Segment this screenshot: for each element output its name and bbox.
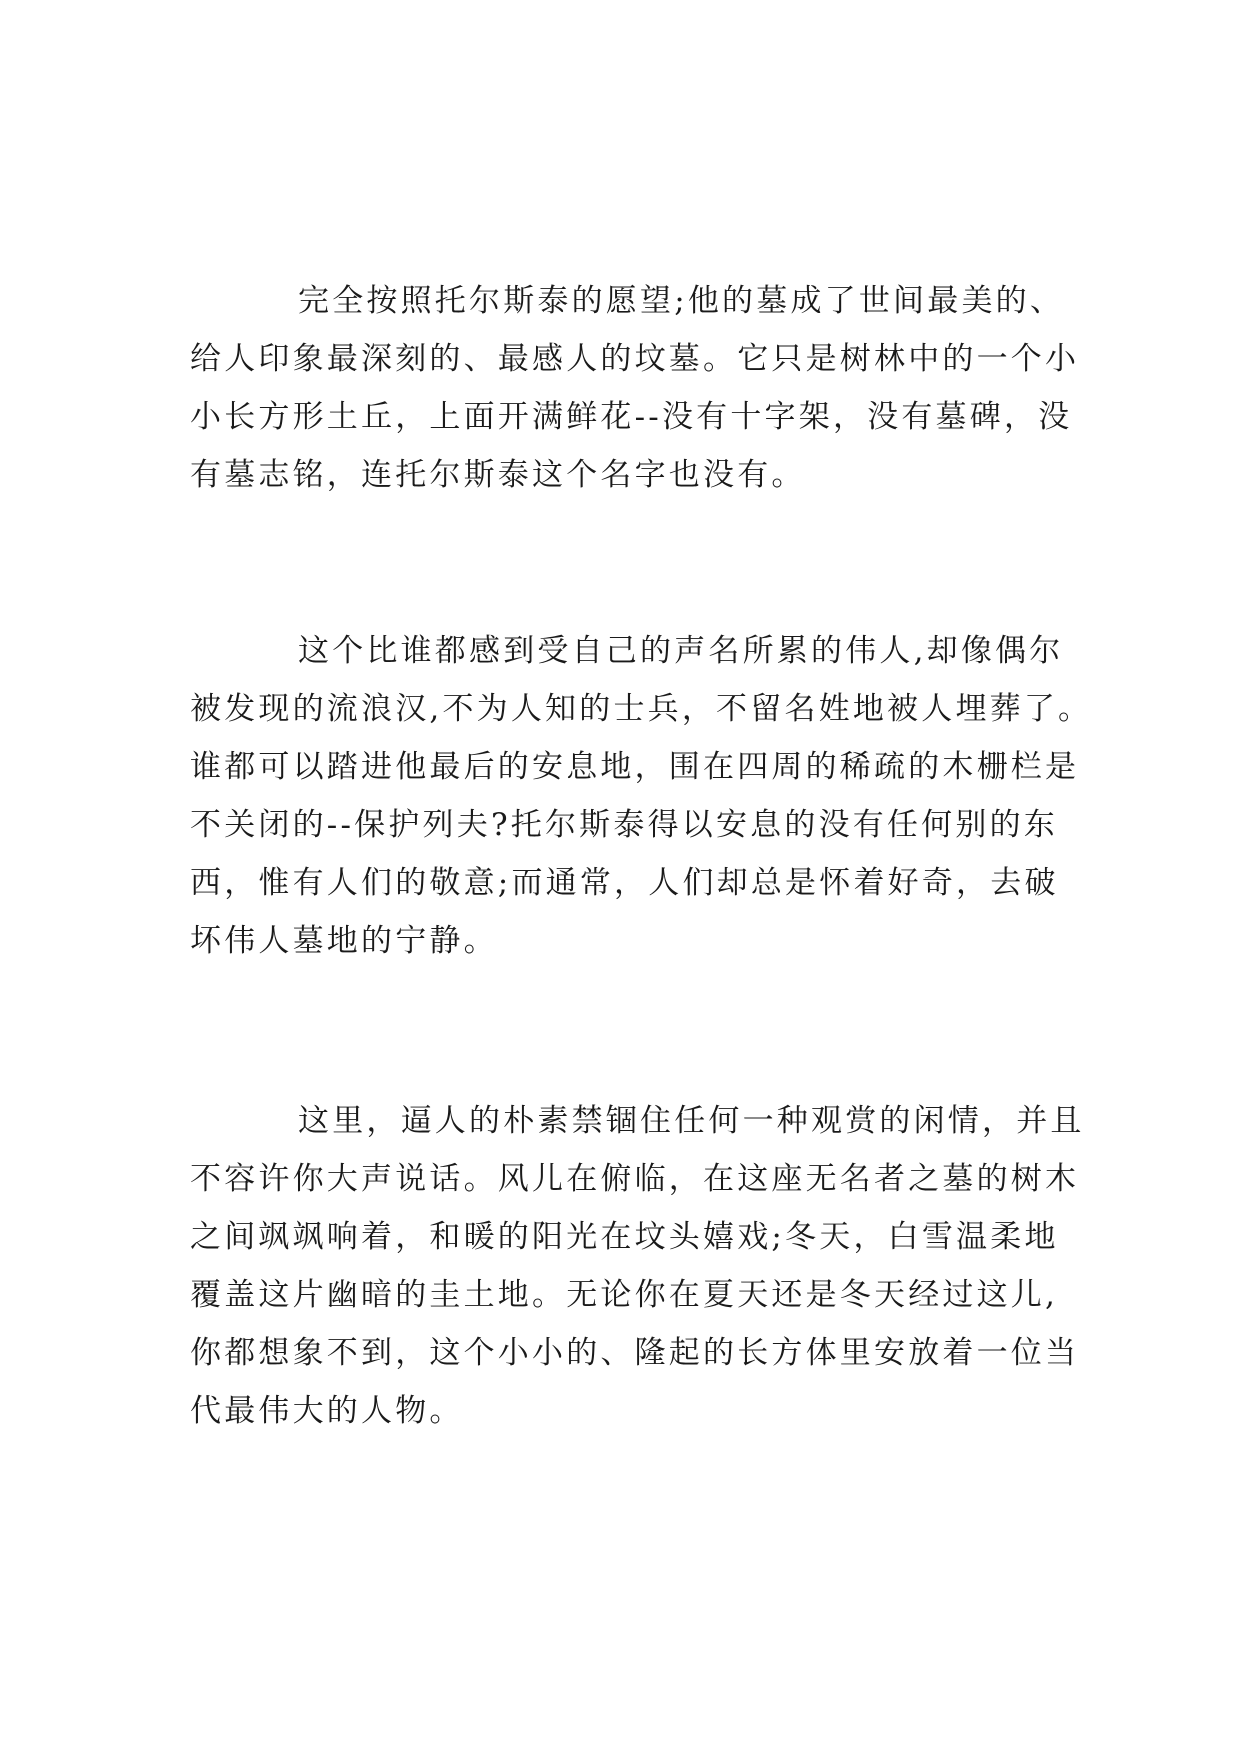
- paragraph-line: 小长方形土丘，上面开满鲜花--没有十字架，没有墓碑，没: [190, 399, 1073, 435]
- paragraph-line: 有墓志铭，连托尔斯泰这个名字也没有。: [190, 457, 806, 493]
- paragraph-line: 这里，逼人的朴素禁锢住任何一种观赏的闲情，并且: [298, 1103, 1085, 1139]
- paragraph-line: 你都想象不到，这个小小的、隆起的长方体里安放着一位当: [190, 1335, 1080, 1371]
- paragraph-line: 完全按照托尔斯泰的愿望;他的墓成了世间最美的、: [298, 283, 1065, 319]
- paragraph-line: 代最伟大的人物。: [190, 1393, 464, 1429]
- paragraph-line: 被发现的流浪汉,不为人知的士兵，不留名姓地被人埋葬了。: [190, 691, 1093, 727]
- paragraph-line: 谁都可以踏进他最后的安息地，围在四周的稀疏的木栅栏是: [190, 749, 1080, 785]
- paragraph-line: 这个比谁都感到受自己的声名所累的伟人,却像偶尔: [298, 633, 1064, 669]
- paragraph-3: [190, 1092, 1085, 1440]
- paragraph-line: 西，惟有人们的敬意;而通常，人们却总是怀着好奇，去破: [190, 865, 1059, 901]
- paragraph-line: 不关闭的--保护列夫?托尔斯泰得以安息的没有任何别的东: [190, 807, 1058, 843]
- paragraph-2: [190, 622, 1093, 970]
- paragraph-line: 覆盖这片幽暗的圭土地。无论你在夏天还是冬天经过这儿,: [190, 1277, 1059, 1313]
- paragraph-line: 之间飒飒响着，和暖的阳光在坟头嬉戏;冬天，白雪温柔地: [190, 1219, 1059, 1255]
- paragraph-line: 坏伟人墓地的宁静。: [190, 923, 498, 959]
- paragraph-line: 给人印象最深刻的、最感人的坟墓。它只是树林中的一个小: [190, 341, 1080, 377]
- paragraph-line: 不容许你大声说话。风儿在俯临，在这座无名者之墓的树木: [190, 1161, 1080, 1197]
- paragraph-1: [190, 272, 1080, 504]
